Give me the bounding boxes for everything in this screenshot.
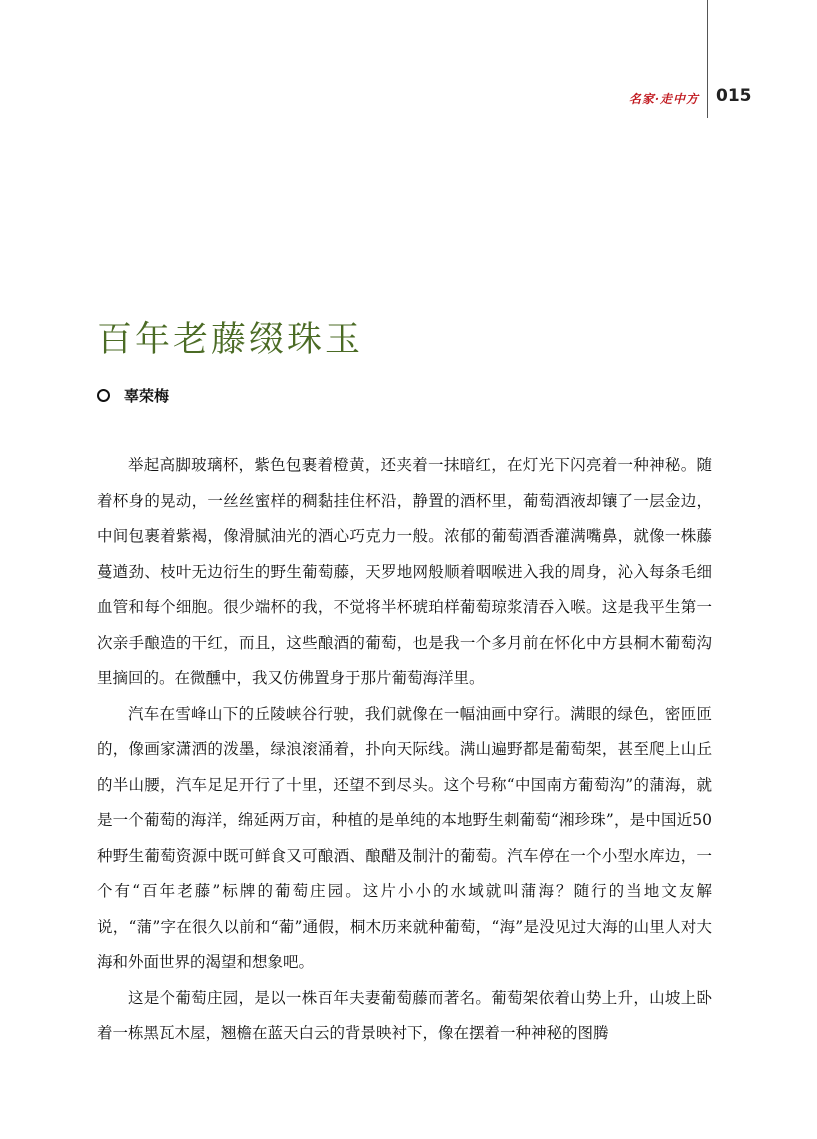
section-label: 名家·走中方 — [628, 92, 699, 106]
byline — [97, 385, 169, 406]
page-number: 015 — [716, 86, 752, 106]
circle-bullet-icon — [97, 389, 110, 402]
paragraph-3: 这是个葡萄庄园，是以一株百年夫妻葡萄藤而著名。葡萄架依着山势上升，山坡上卧着一栋黑瓦木屋，翘檐在蓝天白云的背景映衬下，像在摆着一种神秘的图腾 — [97, 988, 712, 1042]
header-divider-line — [707, 0, 708, 118]
article-body — [97, 448, 712, 1052]
article-title: 百年老藤缀珠玉 — [97, 320, 364, 360]
author-name: 辜荣梅 — [124, 387, 170, 405]
paragraph-2: 汽车在雪峰山下的丘陵峡谷行驶，我们就像在一幅油画中穿行。满眼的绿色，密匝匝的，像画家潇洒的泼墨，绿浪滚涌着，扑向天际线。满山遍野都是葡萄架，甚至爬上山丘的半山腰，汽车足足开行了十里，还望不到尽头。这个号称“中国南方葡萄沟”的蒲海，就是一个葡萄的海洋，绵延两万亩，种植的是单纯的本地野生刺葡萄“湘珍珠”，是中国近50种野生葡萄资源中既可鲜食又可酿酒、酿醋及制汁的葡萄。汽车停在一个小型水库边，一个有“百年老藤”标牌的葡萄庄园。这片小小的水域就叫蒲海？随行的当地文友解说，“蒲”字在很久以前和“葡”通假，桐木历来就种葡萄，“海”是没见过大海的山里人对大海和外面世界的渴望和想象吧。 — [97, 704, 712, 971]
paragraph-1: 举起高脚玻璃杯，紫色包裹着橙黄，还夹着一抹暗红，在灯光下闪亮着一种神秘。随着杯身的晃动，一丝丝蜜样的稠黏挂住杯沿，静置的酒杯里，葡萄酒液却镶了一层金边，中间包裹着紫褐，像滑腻油光的酒心巧克力一般。浓郁的葡萄酒香灌满嘴鼻，就像一株藤蔓遒劲、枝叶无边衍生的野生葡萄藤，天罗地网般顺着咽喉进入我的周身，沁入每条毛细血管和每个细胞。很少端杯的我，不觉将半杯琥珀样葡萄琼浆清吞入喉。这是我平生第一次亲手酿造的干红，而且，这些酿酒的葡萄，也是我一个多月前在怀化中方县桐木葡萄沟里摘回的。在微醺中，我又仿佛置身于那片葡萄海洋里。 — [97, 456, 712, 687]
